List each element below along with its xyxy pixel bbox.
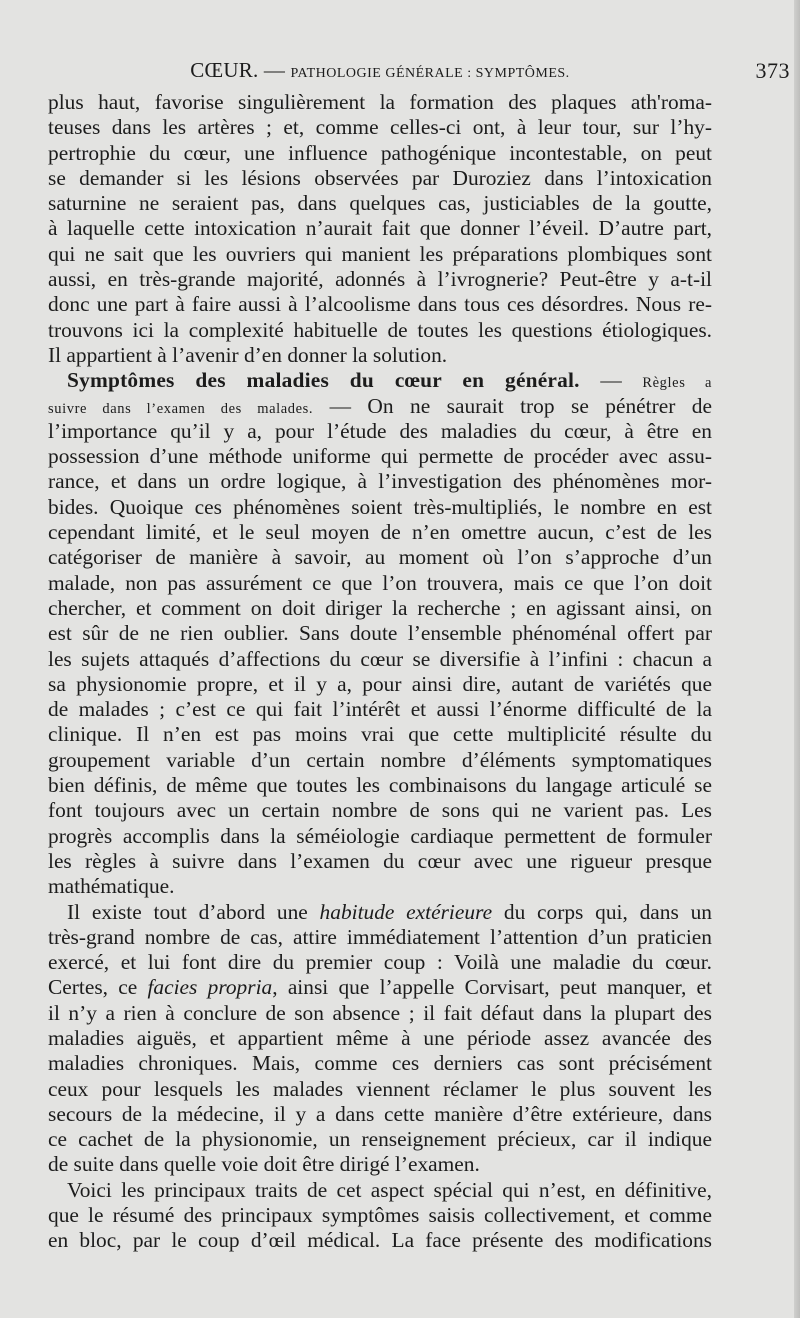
text-line bbox=[48, 900, 712, 925]
section-heading: Symptômes des maladies du cœur en général. bbox=[67, 368, 580, 393]
text-line: les règles à suivre dans l’examen du cœur avec une rigueur presque bbox=[48, 848, 712, 873]
text-line: les sujets attaqués d’affections du cœur se diversifie à l’infini : chacun a bbox=[48, 646, 712, 671]
text-line: progrès accomplis dans la séméiologie cardiaque permettent de formuler bbox=[48, 823, 712, 848]
text-line: en bloc, par le coup d’œil médical. La face présente des modifications bbox=[48, 1228, 712, 1253]
text-line: maladies aiguës, et appartient même à une période assez avancée des bbox=[48, 1025, 712, 1050]
italic-term: facies propria bbox=[147, 975, 273, 1000]
text-line: possession d’une méthode uniforme qui permette de procéder avec assu- bbox=[48, 444, 712, 469]
text-line: pertrophie du cœur, une influence pathogénique incontestable, on peut bbox=[48, 140, 712, 165]
text-line: Il appartient à l’avenir d’en donner la solution. bbox=[48, 342, 448, 367]
text-line: chercher, et comment on doit diriger la recherche ; en agissant ainsi, on bbox=[48, 595, 712, 620]
text-line: bides. Quoique ces phénomènes soient très-multipliés, le nombre en est bbox=[48, 494, 712, 519]
text-line: ceux pour lesquels les malades viennent réclamer le plus souvent les bbox=[48, 1076, 712, 1101]
section-subtitle-cont: suivre dans l’examen des malades. bbox=[48, 400, 314, 417]
header-dash: — bbox=[258, 58, 291, 82]
text-line: sa physionomie propre, et il y a, pour ainsi dire, autant de variétés que bbox=[48, 671, 712, 696]
text-run: Certes, ce bbox=[48, 975, 148, 1000]
header-title-main: CŒUR. bbox=[190, 58, 259, 82]
running-header bbox=[48, 58, 790, 86]
italic-term: habitude extérieure bbox=[319, 899, 493, 924]
text-line: groupement variable d’un certain nombre d’éléments symptomatiques bbox=[48, 747, 712, 772]
text-line: de malades ; c’est ce qui fait l’intérêt et aussi l’énorme difficulté de la bbox=[48, 697, 712, 722]
text-line: se demander si les lésions observées par Duroziez dans l’intoxication bbox=[48, 165, 712, 190]
text-line: teuses dans les artères ; et, comme celles-ci ont, à leur tour, sur l’hy- bbox=[48, 115, 712, 140]
text-line: aussi, en très-grande majorité, adonnés à l’ivrognerie? Peut-être y a-t-il bbox=[48, 267, 712, 292]
text-line: rance, et dans un ordre logique, à l’investigation des phénomènes mor- bbox=[48, 469, 712, 494]
text-line: qui ne sait que les ouvriers qui manient les préparations plombiques sont bbox=[48, 241, 712, 266]
text-line: il n’y a rien à conclure de son absence ; il fait défaut dans la plupart des bbox=[48, 1000, 712, 1025]
heading-dash: — bbox=[579, 368, 643, 393]
page-edge bbox=[794, 0, 800, 1318]
text-line: malade, non pas assurément ce que l’on trouvera, mais ce que l’on doit bbox=[48, 570, 712, 595]
text-line: est sûr de ne rien oublier. Sans doute l’ensemble phénoménal offert par bbox=[48, 621, 712, 646]
text-line: catégoriser de manière à savoir, au moment où l’on s’approche d’un bbox=[48, 545, 712, 570]
text-line: que le résumé des principaux symptômes saisis collectivement, et comme bbox=[48, 1203, 712, 1228]
text-line: font toujours avec un certain nombre de sons qui ne varient pas. Les bbox=[48, 798, 712, 823]
text-line: bien définis, de même que toutes les combinaisons du langage articulé se bbox=[48, 773, 712, 798]
text-line bbox=[48, 975, 712, 1000]
header-title-rest: PATHOLOGIE GÉNÉRALE : SYMPTÔMES. bbox=[290, 66, 570, 81]
text-line: à laquelle cette intoxication n’aurait fait que donner l’éveil. D’autre part, bbox=[48, 216, 712, 241]
text-line: saturnine ne seraient pas, dans quelques cas, justiciables de la goutte, bbox=[48, 191, 712, 216]
section-subtitle: Règles a bbox=[642, 375, 712, 392]
text-line: cependant limité, et le seul moyen de n’en omettre aucun, c’est de les bbox=[48, 520, 712, 545]
text-run: Il existe tout d’abord une bbox=[67, 899, 320, 924]
text-line: Voici les principaux traits de cet aspect spécial qui n’est, en définitive, bbox=[67, 1177, 712, 1202]
text-line: très-grand nombre de cas, attire immédiatement l’attention d’un praticien bbox=[48, 924, 712, 949]
text-line: maladies chroniques. Mais, comme ces derniers cas sont précisément bbox=[48, 1051, 712, 1076]
text-run: — On ne saurait trop se pénétrer de bbox=[313, 393, 712, 418]
text-line: secours de la médecine, il y a dans cette manière d’être extérieure, dans bbox=[48, 1101, 712, 1126]
text-line: donc une part à faire aussi à l’alcoolisme dans tous ces désordres. Nous re- bbox=[48, 292, 712, 317]
text-line: de suite dans quelle voie doit être dirigé l’examen. bbox=[48, 1152, 480, 1177]
text-line: exercé, et lui font dire du premier coup : Voilà une maladie du cœur. bbox=[48, 950, 712, 975]
text-line: clinique. Il n’en est pas moins vrai que cette multiplicité résulte du bbox=[48, 722, 712, 747]
text-line: l’importance qu’il y a, pour l’étude des maladies du cœur, à être en bbox=[48, 418, 712, 443]
text-run: du corps qui, dans un bbox=[492, 899, 712, 924]
text-run: , ainsi que l’appelle Corvisart, peut manquer, et bbox=[272, 975, 712, 1000]
page-number: 373 bbox=[755, 58, 790, 83]
body-text bbox=[48, 90, 712, 1254]
running-title bbox=[48, 58, 712, 83]
text-line bbox=[48, 394, 712, 419]
text-line: ce cachet de la physionomie, un renseignement précieux, car il indique bbox=[48, 1127, 712, 1152]
text-line: mathématique. bbox=[48, 874, 175, 899]
text-line: trouvons ici la complexité habituelle de toutes les questions étiologiques. bbox=[48, 317, 712, 342]
section-heading-line bbox=[48, 368, 712, 393]
text-line: plus haut, favorise singulièrement la formation des plaques ath'roma- bbox=[48, 90, 712, 114]
